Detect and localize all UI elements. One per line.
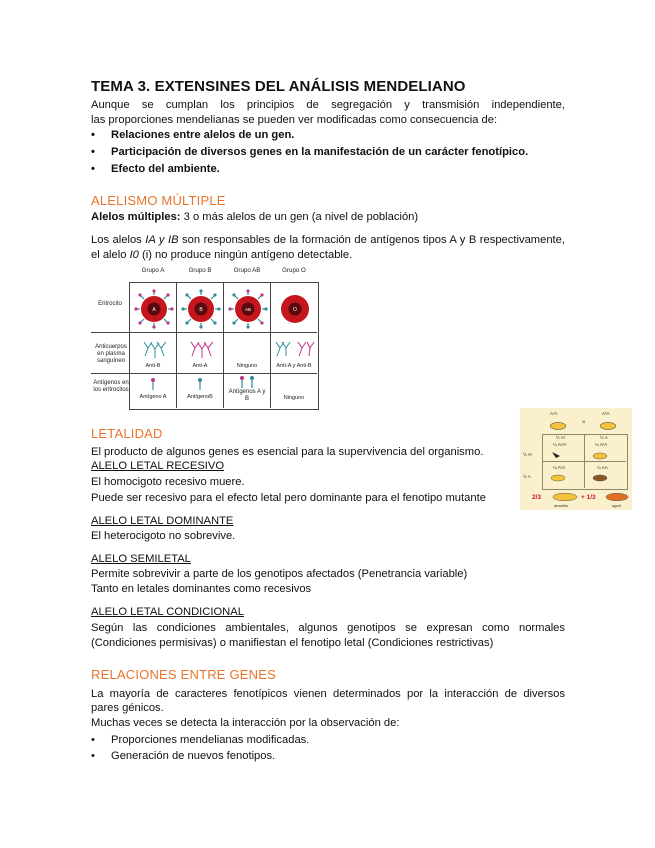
dominante-line-1: El heterocigoto no sobrevive. <box>91 530 236 542</box>
antibody-caption-ab: Ninguno <box>236 363 258 369</box>
intro-line-2: las proporciones mendelianas se pueden ver modificadas como consecuencia de: <box>91 114 498 126</box>
section-heading-relaciones: RELACIONES ENTRE GENES <box>91 667 276 682</box>
alelos-multiples-definition: Alelos múltiples: 3 o más alelos de un gen (a nivel de población) <box>91 211 419 223</box>
table-divider <box>176 282 177 408</box>
red-cell-b-icon <box>181 289 221 329</box>
relaciones-bullet-1: • Proporciones mendelianas modificadas. <box>91 734 310 746</box>
red-cell-ab-icon <box>228 289 268 329</box>
row-label-anticuerpos: Anticuerpos en plasma sanguíneo <box>95 344 127 364</box>
intro-bullet-2: • Participación de diversos genes en la manifestación de un carácter fenotípico. <box>91 146 529 158</box>
antigen-ab-icon <box>237 375 257 389</box>
punnett-row-label: ½ A <box>523 474 531 479</box>
recesivo-line-2: Puede ser recesivo para el efecto letal pero dominante para el fenotipo mutante <box>91 492 486 504</box>
subheading-letal-condicional: ALELO LETAL CONDICIONAL <box>91 606 244 618</box>
cross-symbol: × <box>582 420 586 426</box>
condicional-line-1: Según las condiciones ambientales, algunos genotipos se expresan como normales <box>91 622 565 634</box>
red-cell-o-icon <box>275 289 315 329</box>
condicional-line-2: (Condiciones permisivas) o manifiestan el fenotipo letal (Condiciones restrictivas) <box>91 637 494 649</box>
antibody-anti-b-icon <box>140 336 170 360</box>
antigen-caption-b: AntígenoB <box>187 394 213 400</box>
cell-letter: O <box>293 307 297 313</box>
relaciones-line-3: Muchas veces se detecta la interacción por la observación de: <box>91 717 400 729</box>
punnett-cell: ¼ AʸA <box>553 465 566 470</box>
antibody-anti-a-icon <box>187 336 217 360</box>
punnett-cell: ¼ AA <box>597 465 608 470</box>
intro-bullet-3: • Efecto del ambiente. <box>91 163 220 175</box>
row-label-antigenos: Antígenos en los eritrocitos <box>93 380 129 393</box>
antibody-caption-b: Anti-A <box>192 363 208 369</box>
header-grupo-a: Grupo A <box>141 267 165 274</box>
table-divider <box>223 282 224 408</box>
antigen-caption-o: Ninguno <box>283 395 305 401</box>
relaciones-line-2: pares génicos. <box>91 702 164 714</box>
cell-letter: A <box>152 307 156 313</box>
header-grupo-o: Grupo O <box>282 267 306 274</box>
yellow-mouse-icon <box>550 492 580 502</box>
subheading-semiletal: ALELO SEMILETAL <box>91 553 191 565</box>
recesivo-line-1: El homocigoto recesivo muere. <box>91 476 245 488</box>
antigen-caption-ab: Antígenos A y B <box>228 389 266 402</box>
header-grupo-ab: Grupo AB <box>233 267 261 274</box>
punnett-col-label: ½ Aʸ <box>556 435 566 440</box>
cell-letter: B <box>199 307 203 313</box>
semiletal-line-2: Tanto en letales dominantes como recesivos <box>91 583 312 595</box>
antigen-b-icon <box>195 377 205 391</box>
antibody-caption-o: Anti-A y Anti-B <box>276 363 312 369</box>
subheading-letal-dominante: ALELO LETAL DOMINANTE <box>91 515 234 527</box>
punnett-row-label: ½ Aʸ <box>523 452 533 457</box>
section-heading-alelismo: ALELISMO MÚLTIPLE <box>91 193 226 208</box>
table-divider <box>270 282 271 408</box>
letalidad-intro: El producto de algunos genes es esencial para la supervivencia del organismo. <box>91 446 484 458</box>
antibody-anti-a-b-icon <box>273 336 317 360</box>
parent-2-genotype: AʸA <box>602 411 610 416</box>
semiletal-line-1: Permite sobrevivir a parte de los genotipos afectados (Penetrancia variable) <box>91 568 468 580</box>
subheading-letal-recesivo: ALELO LETAL RECESIVO <box>91 460 225 472</box>
intro-line-1: Aunque se cumplan los principios de segregación y transmisión independiente, <box>91 99 565 111</box>
parent-1-genotype: AʸA <box>550 411 558 416</box>
parent-mice-icon <box>544 418 624 432</box>
label-aguti: agutí <box>612 503 621 508</box>
relaciones-line-1: La mayoría de caracteres fenotípicos vienen determinados por la interacción de diversos <box>91 688 565 700</box>
row-label-eritrocito: Eritrocito <box>98 301 122 307</box>
alelos-paragraph-line-2: el alelo I0 (i) no produce ningún antígeno detectable. <box>91 249 353 261</box>
punnett-square-figure <box>520 408 632 510</box>
table-divider <box>91 373 317 374</box>
agouti-mouse-icon <box>604 492 630 502</box>
header-grupo-b: Grupo B <box>188 267 212 274</box>
punnett-cell: ¼ AʸAʸ <box>553 442 567 447</box>
punnett-col-label: ½ A <box>600 435 608 440</box>
punnett-mice-icon <box>544 446 624 486</box>
alelos-paragraph-line-1: Los alelos IA y IB son responsables de la formación de antígenos tipos A y B respectivamente, <box>91 234 565 246</box>
blood-group-figure <box>91 264 317 410</box>
antigen-caption-a: Antígeno A <box>139 394 167 400</box>
ratio-one-third: + 1/3 <box>581 494 596 501</box>
section-heading-letalidad: LETALIDAD <box>91 426 163 441</box>
antigen-a-icon <box>148 377 158 391</box>
punnett-cell: ¼ AʸA <box>595 442 608 447</box>
relaciones-bullet-2: • Generación de nuevos fenotipos. <box>91 750 276 762</box>
ratio-two-thirds: 2/3 <box>532 494 542 501</box>
cell-letter: AB <box>244 307 252 312</box>
page-title: TEMA 3. EXTENSINES DEL ANÁLISIS MENDELIANO <box>91 78 466 95</box>
intro-bullet-1: • Relaciones entre alelos de un gen. <box>91 129 295 141</box>
red-cell-a-icon <box>134 289 174 329</box>
label-amarillo: amarillo <box>554 503 569 508</box>
antibody-caption-a: Anti-B <box>145 363 161 369</box>
table-divider <box>91 332 317 333</box>
